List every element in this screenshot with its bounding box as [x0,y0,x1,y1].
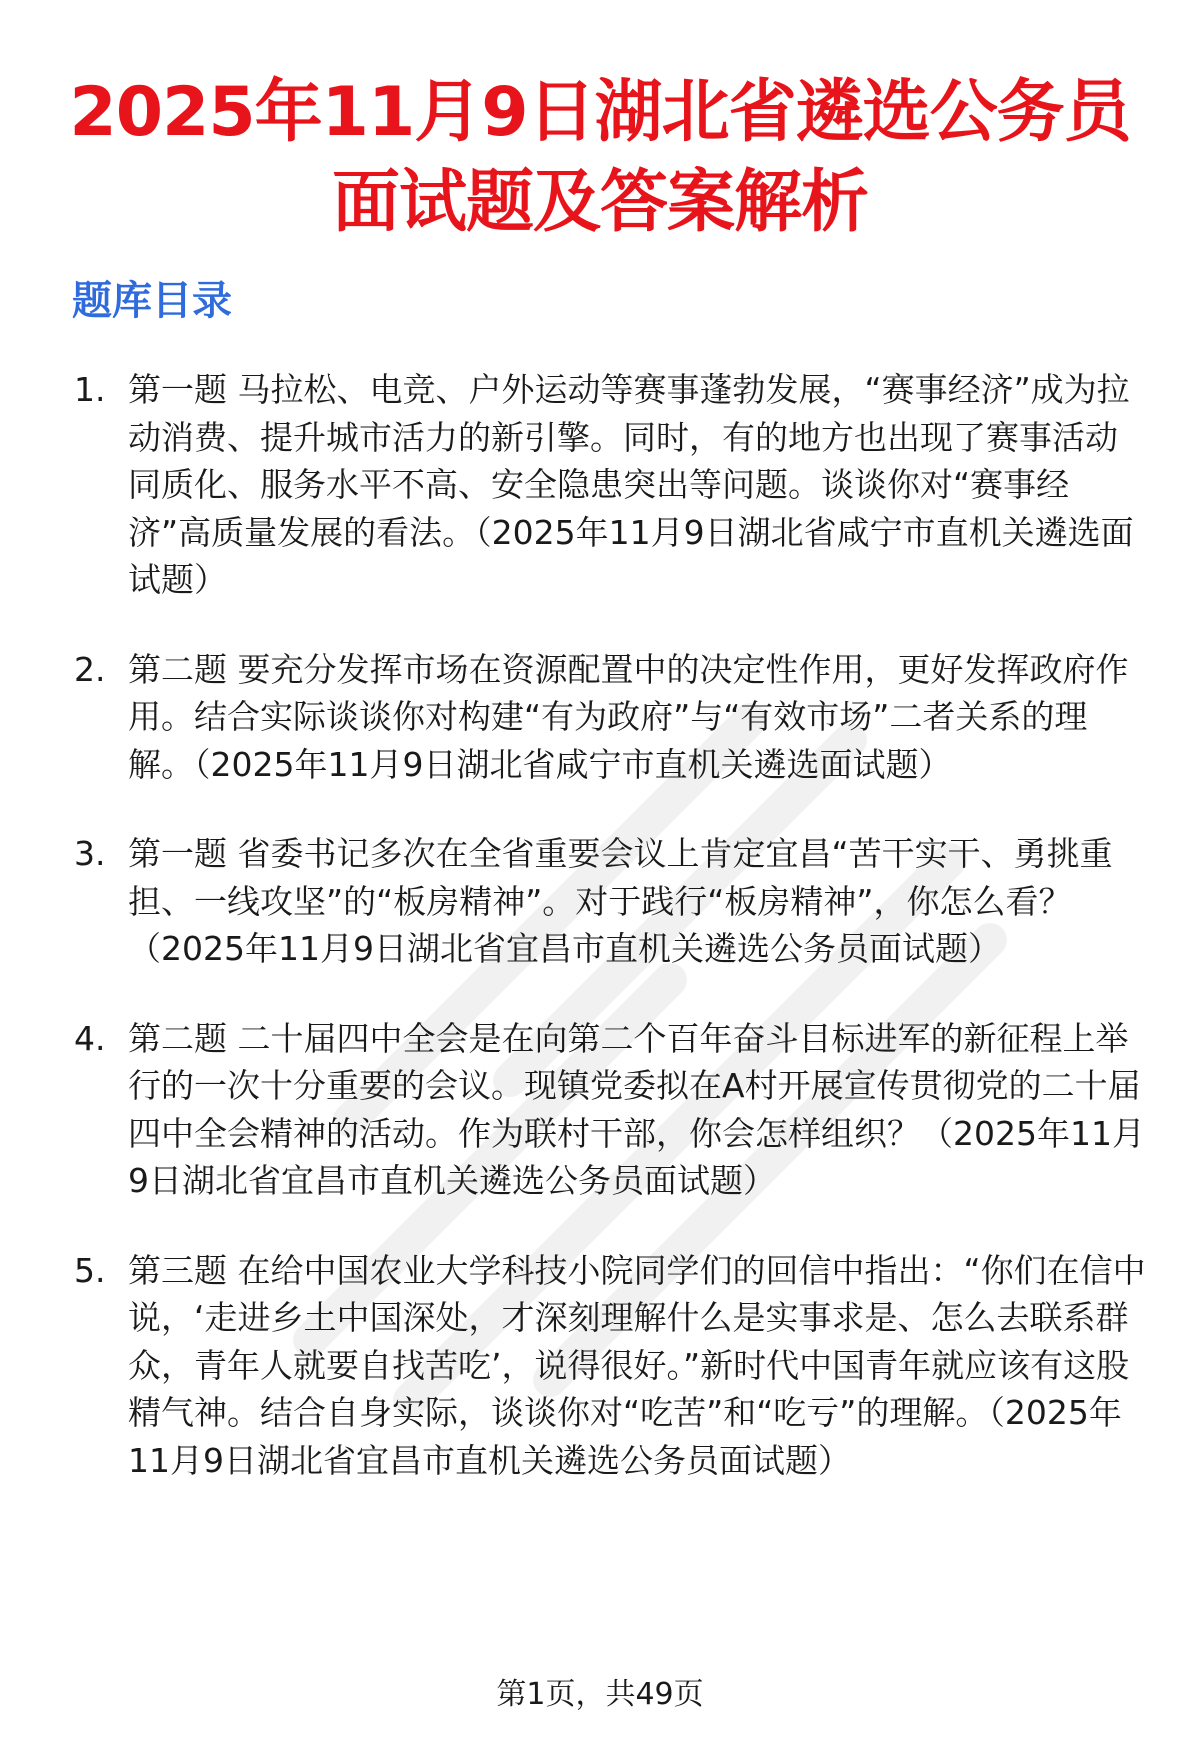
page-number: 第1页，共49页 [496,1677,704,1712]
list-item [60,1247,1150,1485]
item-text: 第一题 省委书记多次在全省重要会议上肯定宜昌“苦干实干、勇挑重担、一线攻坚”的“板房精神”。对于践行“板房精神”，你怎么看？（2025年11月9日湖北省宜昌市直机关遴选公务员面试题） [128,834,1113,968]
item-number: 1. [74,370,106,409]
item-number: 3. [74,834,106,873]
title-line-1: 2025年11月9日湖北省遴选公务员 [69,73,1131,152]
item-number: 4. [74,1018,106,1058]
item-number: 5. [74,1250,106,1290]
item-text: 第二题 二十届四中全会是在向第二个百年奋斗目标进军的新征程上举行的一次十分重要的会议。现镇党委拟在A村开展宣传贯彻党的二十届四中全会精神的活动。作为联村干部，你会怎样组织？（2025年11月9日湖北省宜昌市直机关遴选公务员面试题） [128,1018,1145,1200]
list-item [60,646,1150,789]
list-item [60,366,1150,604]
question-list [60,366,1150,1484]
list-item [60,830,1150,973]
document-title [60,68,1140,248]
item-number: 2. [74,649,106,689]
toc-heading: 题库目录 [72,278,232,324]
item-text: 第一题 马拉松、电竞、户外运动等赛事蓬勃发展，“赛事经济”成为拉动消费、提升城市活力的新引擎。同时，有的地方也出现了赛事活动同质化、服务水平不高、安全隐患突出等问题。谈谈你对“赛事经济”高质量发展的看法。（2025年11月9日湖北省咸宁市直机关遴选面试题） [128,370,1134,599]
title-line-2: 面试题及答案解析 [331,163,868,242]
list-item [60,1015,1150,1205]
item-text: 第三题 在给中国农业大学科技小院同学们的回信中指出：“你们在信中说，‘走进乡土中国深处，才深刻理解什么是实事求是、怎么去联系群众，青年人就要自找苦吃’，说得很好。”新时代中国青年就应该有这股精气神。结合自身实际，谈谈你对“吃苦”和“吃亏”的理解。（2025年11月9日湖北省宜昌市直机关遴选公务员面试题） [128,1250,1146,1480]
item-text: 第二题 要充分发挥市场在资源配置中的决定性作用，更好发挥政府作用。结合实际谈谈你对构建“有为政府”与“有效市场”二者关系的理解。（2025年11月9日湖北省咸宁市直机关遴选面试题） [128,649,1129,784]
